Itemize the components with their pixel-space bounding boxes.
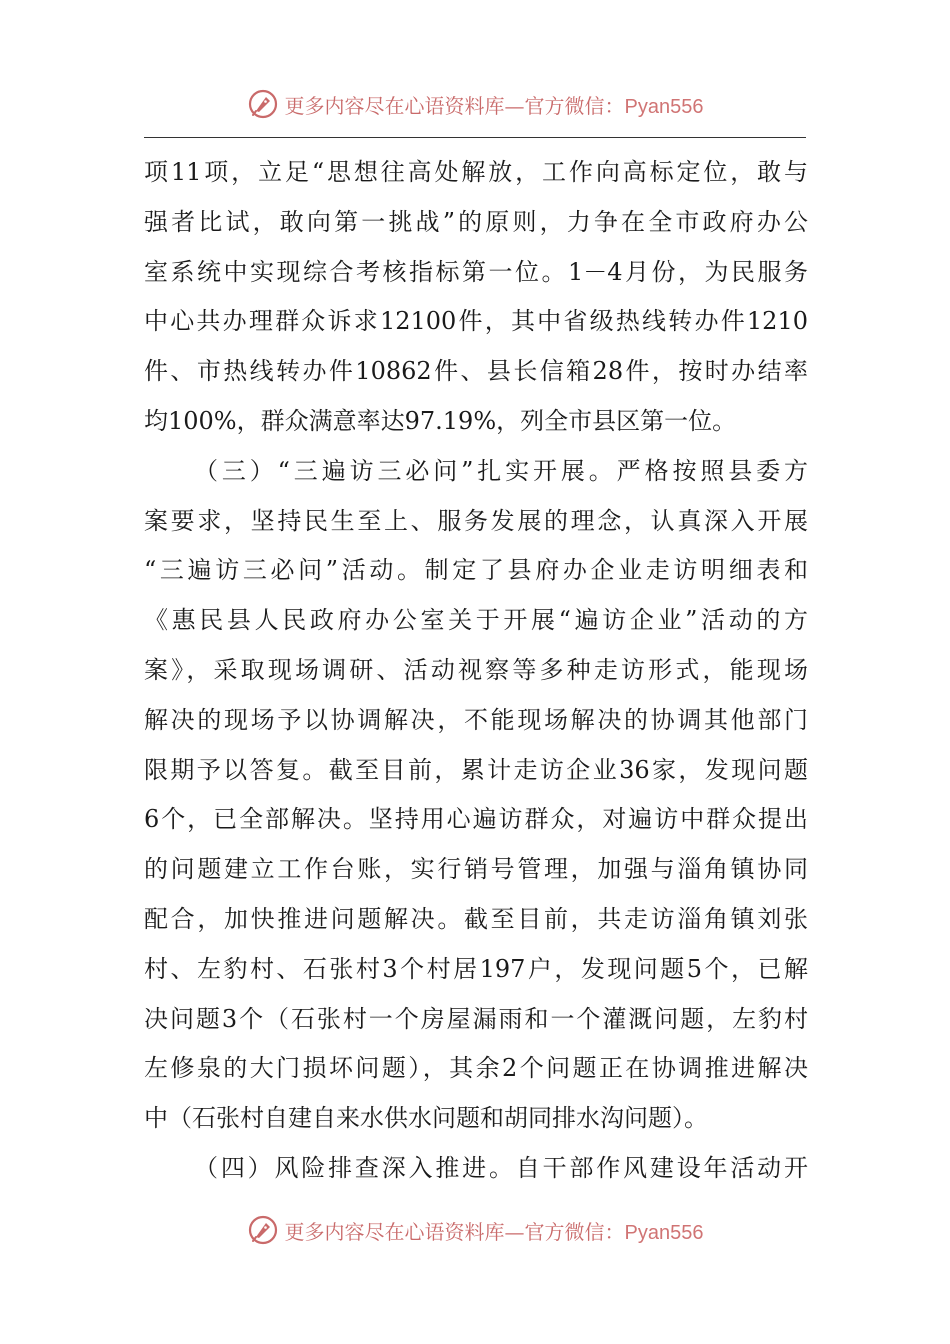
watermark-text: 更多内容尽在心语资料库—官方微信：Pyan556	[284, 1219, 704, 1244]
text-line: 的问题建立工作台账，实行销号管理，加强与淄角镇协同	[144, 855, 808, 884]
text-line: 限期予以答复。截至目前，累计走访企业36家，发现问题	[144, 755, 808, 784]
text-line: （三）“三遍访三必问”扎实开展。严格按照县委方	[194, 456, 808, 485]
text-line: 强者比试，敢向第一挑战”的原则，力争在全市政府办公	[144, 207, 808, 236]
text-line: 《惠民县人民政府办公室关于开展“遍访企业”活动的方	[144, 606, 808, 635]
pen-nib-circle-icon	[247, 1214, 279, 1246]
pen-nib-circle-icon	[247, 88, 279, 120]
text-line: 解决的现场予以协调解决，不能现场解决的协调其他部门	[144, 705, 808, 734]
text-line: 室系统中实现综合考核指标第一位。1－4月份，为民服务	[144, 257, 808, 286]
text-line: 中（石张村自建自来水供水问题和胡同排水沟问题）。	[144, 1104, 708, 1133]
text-line: （四）风险排查深入推进。自干部作风建设年活动开	[194, 1153, 808, 1182]
text-line: 项11项，立足“思想往高处解放，工作向高标定位，敢与	[144, 158, 808, 186]
text-line: “三遍访三必问”活动。制定了县府办企业走访明细表和	[144, 556, 808, 585]
text-line: 中心共办理群众诉求12100件，其中省级热线转办件1210	[144, 307, 808, 336]
text-line: 村、左豹村、石张村3个村居197户，发现问题5个，已解	[144, 954, 808, 983]
document-body	[144, 148, 808, 1194]
text-line: 左修泉的大门损坏问题），其余2个问题正在协调推进解决	[144, 1054, 808, 1083]
text-line: 案要求，坚持民生至上、服务发展的理念，认真深入开展	[144, 506, 808, 535]
text-line: 决问题3个（石张村一个房屋漏雨和一个灌溉问题，左豹村	[144, 1004, 808, 1033]
text-line: 案》，采取现场调研、活动视察等多种走访形式，能现场	[144, 655, 808, 684]
watermark-text: 更多内容尽在心语资料库—官方微信：Pyan556	[284, 93, 704, 118]
watermark-footer	[0, 1210, 950, 1250]
text-line: 件、市热线转办件10862件、县长信箱28件，按时办结率	[144, 357, 808, 386]
text-line: 配合，加快推进问题解决。截至目前，共走访淄角镇刘张	[144, 904, 808, 933]
text-line: 均100%，群众满意率达97.19%，列全市县区第一位。	[144, 406, 737, 435]
text-line: 6个，已全部解决。坚持用心遍访群众，对遍访中群众提出	[144, 805, 808, 834]
header-divider	[144, 137, 806, 138]
watermark-header	[0, 84, 950, 124]
